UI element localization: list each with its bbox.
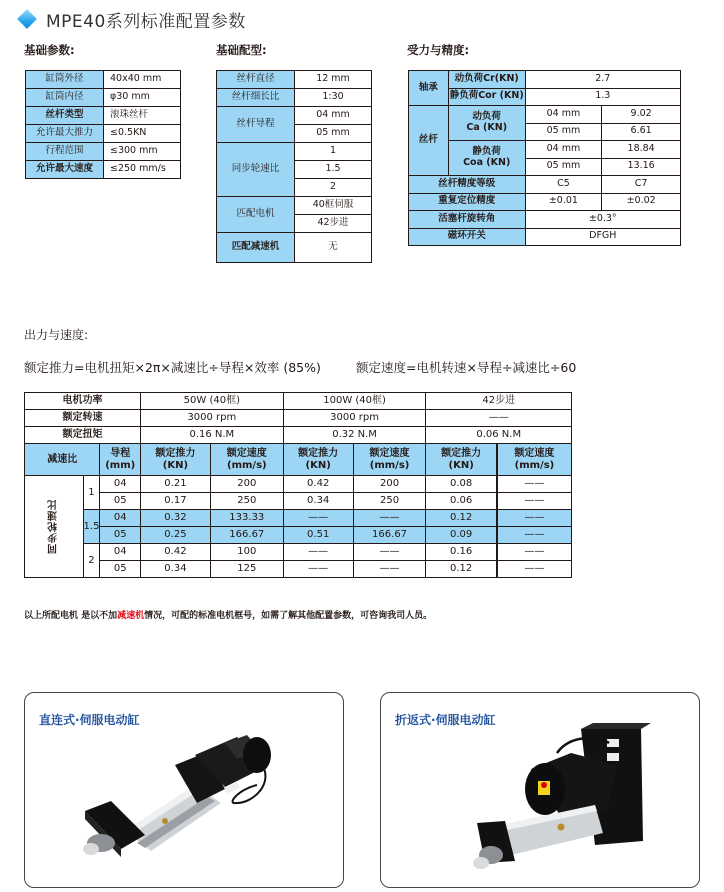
cell: 05 <box>100 493 140 510</box>
header-line: (mm/s) <box>227 459 267 471</box>
key-line: 动负荷 <box>472 111 501 123</box>
lead-value: 04 mm <box>525 141 602 159</box>
page-header <box>18 8 246 30</box>
motor-key: 额定扭矩 <box>25 427 141 444</box>
speed-header <box>497 444 572 476</box>
header-line: 额定推力 <box>298 448 339 459</box>
config-value: 1:30 <box>295 89 372 107</box>
diamond-icon <box>17 9 37 29</box>
speed-header <box>353 444 426 476</box>
config-key: 丝杆导程 <box>217 107 295 143</box>
param-key: 行程范围 <box>26 143 104 161</box>
ratio-value: 1 <box>83 476 100 510</box>
cell: 0.06 <box>426 493 497 510</box>
motor-value: 42步进 <box>426 393 572 410</box>
cell: 04 <box>100 544 140 561</box>
param-value: ≤0.5KN <box>104 125 181 143</box>
header-line: (mm/s) <box>369 459 410 471</box>
force-value: 13.16 <box>602 158 681 176</box>
pulley-ratio-side-label: 同步轮速比 <box>25 476 84 578</box>
cell: 250 <box>353 493 426 510</box>
force-value: 18.84 <box>602 141 681 159</box>
thrust-header <box>426 444 497 476</box>
config-value: 40框伺服 <box>295 197 372 215</box>
config-value: 12 mm <box>295 71 372 89</box>
cell: 100 <box>210 544 283 561</box>
cell: 0.17 <box>140 493 210 510</box>
cell: —— <box>497 544 572 561</box>
basic-params-table <box>25 70 181 179</box>
cell: —— <box>353 510 426 527</box>
param-key: 丝杆类型 <box>26 107 104 125</box>
page-title: MPE40系列标准配置参数 <box>46 11 246 32</box>
config-key: 匹配减速机 <box>217 233 295 263</box>
ratio-value: 2 <box>83 544 100 578</box>
param-value: ≤300 mm <box>104 143 181 161</box>
lead-value: 05 mm <box>525 158 602 176</box>
cell: 0.21 <box>140 476 210 493</box>
force-value: DFGH <box>525 228 680 246</box>
cell: 166.67 <box>353 527 426 544</box>
cell: 05 <box>100 561 140 578</box>
cell: —— <box>497 510 572 527</box>
force-precision-table <box>408 70 681 246</box>
thrust-formula: 额定推力=电机扭矩×2π×减速比÷导程×效率 (85%) <box>24 360 321 375</box>
header-line: (mm/s) <box>514 459 555 471</box>
speed-formula: 额定速度=电机转速×导程÷减速比÷60 <box>356 360 577 375</box>
force-key: 活塞杆旋转角 <box>409 211 526 229</box>
header-line: 额定速度 <box>369 448 410 459</box>
key-line: Coa (KN) <box>463 157 511 168</box>
force-key: 丝杆精度等级 <box>409 176 526 194</box>
config-key: 匹配电机 <box>217 197 295 233</box>
param-value: ≤250 mm/s <box>104 161 181 179</box>
cell: —— <box>283 561 353 578</box>
lead-header <box>100 444 140 476</box>
force-key: 重复定位精度 <box>409 193 526 211</box>
header-line: 额定速度 <box>226 448 267 459</box>
param-value: φ30 mm <box>104 89 181 107</box>
config-value: 2 <box>295 179 372 197</box>
cell: —— <box>497 561 572 578</box>
param-value: 40x40 mm <box>104 71 181 89</box>
output-title: 出力与速度: <box>24 328 89 342</box>
force-value: ±0.02 <box>602 193 681 211</box>
force-value: C5 <box>525 176 602 194</box>
cell: 0.25 <box>140 527 210 544</box>
cell: 0.12 <box>426 510 497 527</box>
basic-params-title: 基础参数: <box>24 43 75 57</box>
header-line: 额定推力 <box>155 448 196 459</box>
cell: 0.34 <box>140 561 210 578</box>
motor-value: 100W (40框) <box>283 393 426 410</box>
force-value: 9.02 <box>602 106 681 124</box>
param-key: 允许最大推力 <box>26 125 104 143</box>
motor-key: 额定转速 <box>25 410 141 427</box>
param-value: 滚珠丝杆 <box>104 107 181 125</box>
header-line: (KN) <box>305 459 331 471</box>
basic-config-title: 基础配型: <box>216 43 267 57</box>
product-card-folded <box>380 692 700 888</box>
ratio-header: 减速比 <box>25 444 100 476</box>
cell: 0.51 <box>283 527 353 544</box>
direct-actuator-image <box>25 693 344 888</box>
cell: —— <box>497 476 572 493</box>
cell: —— <box>283 510 353 527</box>
force-key <box>448 141 525 176</box>
header-line: (KN) <box>448 459 474 471</box>
bearing-label: 轴承 <box>409 71 449 106</box>
force-key: 动负荷Cr(KN) <box>448 71 525 89</box>
config-value: 42步进 <box>295 215 372 233</box>
cell: —— <box>353 561 426 578</box>
force-value: ±0.01 <box>525 193 602 211</box>
product-title: 折返式·伺服电动缸 <box>395 713 496 727</box>
config-value: 05 mm <box>295 125 372 143</box>
force-key <box>448 106 525 141</box>
force-value: C7 <box>602 176 681 194</box>
note-highlight: 减速机 <box>117 611 145 621</box>
cell: 125 <box>210 561 283 578</box>
config-value: 1.5 <box>295 161 372 179</box>
table-row <box>25 544 572 561</box>
cell: 05 <box>100 527 140 544</box>
folded-actuator-image <box>381 693 700 888</box>
cell: —— <box>497 527 572 544</box>
force-key: 磁环开关 <box>409 228 526 246</box>
force-value: 2.7 <box>525 71 680 89</box>
thrust-header <box>140 444 210 476</box>
lead-value: 05 mm <box>525 123 602 141</box>
output-speed-table <box>24 392 572 578</box>
cell: 0.09 <box>426 527 497 544</box>
cell: 0.42 <box>283 476 353 493</box>
screw-label: 丝杆 <box>409 106 449 176</box>
cell: —— <box>497 493 572 510</box>
cell: 0.34 <box>283 493 353 510</box>
config-value: 无 <box>295 233 372 263</box>
table-row <box>25 493 572 510</box>
force-value: 6.61 <box>602 123 681 141</box>
cell: 0.16 <box>426 544 497 561</box>
motor-value: 3000 rpm <box>283 410 426 427</box>
header-line: (KN) <box>162 459 189 471</box>
motor-value: 0.16 N.M <box>140 427 283 444</box>
force-value: 1.3 <box>525 88 680 106</box>
basic-config-table <box>216 70 372 263</box>
force-key: 静负荷Cor (KN) <box>448 88 525 106</box>
cell: 04 <box>100 510 140 527</box>
header-line: 导程 <box>110 448 131 459</box>
table-row <box>25 476 572 493</box>
cell: 200 <box>353 476 426 493</box>
force-value: ±0.3° <box>525 211 680 229</box>
param-key: 缸筒外径 <box>26 71 104 89</box>
motor-value: 0.32 N.M <box>283 427 426 444</box>
cell: 0.08 <box>426 476 497 493</box>
thrust-header <box>283 444 353 476</box>
cell: 0.42 <box>140 544 210 561</box>
cell: —— <box>353 544 426 561</box>
key-line: 静负荷 <box>472 146 501 158</box>
motor-key: 电机功率 <box>25 393 141 410</box>
motor-value: 0.06 N.M <box>426 427 572 444</box>
config-value: 1 <box>295 143 372 161</box>
motor-value: 50W (40框) <box>140 393 283 410</box>
config-value: 04 mm <box>295 107 372 125</box>
header-line: 额定速度 <box>514 448 555 459</box>
config-key: 丝杆细长比 <box>217 89 295 107</box>
cell: 166.67 <box>210 527 283 544</box>
motor-value: —— <box>426 410 572 427</box>
note-text: 以上所配电机 是以不加 <box>24 611 118 621</box>
cell: 250 <box>210 493 283 510</box>
param-key: 缸筒内径 <box>26 89 104 107</box>
product-card-direct <box>24 692 344 888</box>
speed-header <box>210 444 283 476</box>
cell: 133.33 <box>210 510 283 527</box>
note-text: 情况，可配的标准电机框号，如需了解其他配置参数，可咨询我司人员。 <box>144 611 433 621</box>
product-title: 直连式·伺服电动缸 <box>39 713 140 727</box>
key-line: Ca (KN) <box>466 122 508 133</box>
cell: 200 <box>210 476 283 493</box>
cell: —— <box>283 544 353 561</box>
lead-value: 04 mm <box>525 106 602 124</box>
table-row <box>25 561 572 578</box>
force-precision-title: 受力与精度: <box>407 43 470 57</box>
cell: 0.32 <box>140 510 210 527</box>
ratio-value: 1.5 <box>83 510 100 544</box>
config-key: 同步轮速比 <box>217 143 295 197</box>
motor-value: 3000 rpm <box>140 410 283 427</box>
cell: 04 <box>100 476 140 493</box>
cell: 0.12 <box>426 561 497 578</box>
table-row <box>25 510 572 527</box>
header-line: (mm) <box>105 459 136 471</box>
param-key: 允许最大速度 <box>26 161 104 179</box>
table-row <box>25 527 572 544</box>
config-key: 丝杆直径 <box>217 71 295 89</box>
header-line: 额定推力 <box>441 448 482 459</box>
footnote <box>24 608 432 621</box>
